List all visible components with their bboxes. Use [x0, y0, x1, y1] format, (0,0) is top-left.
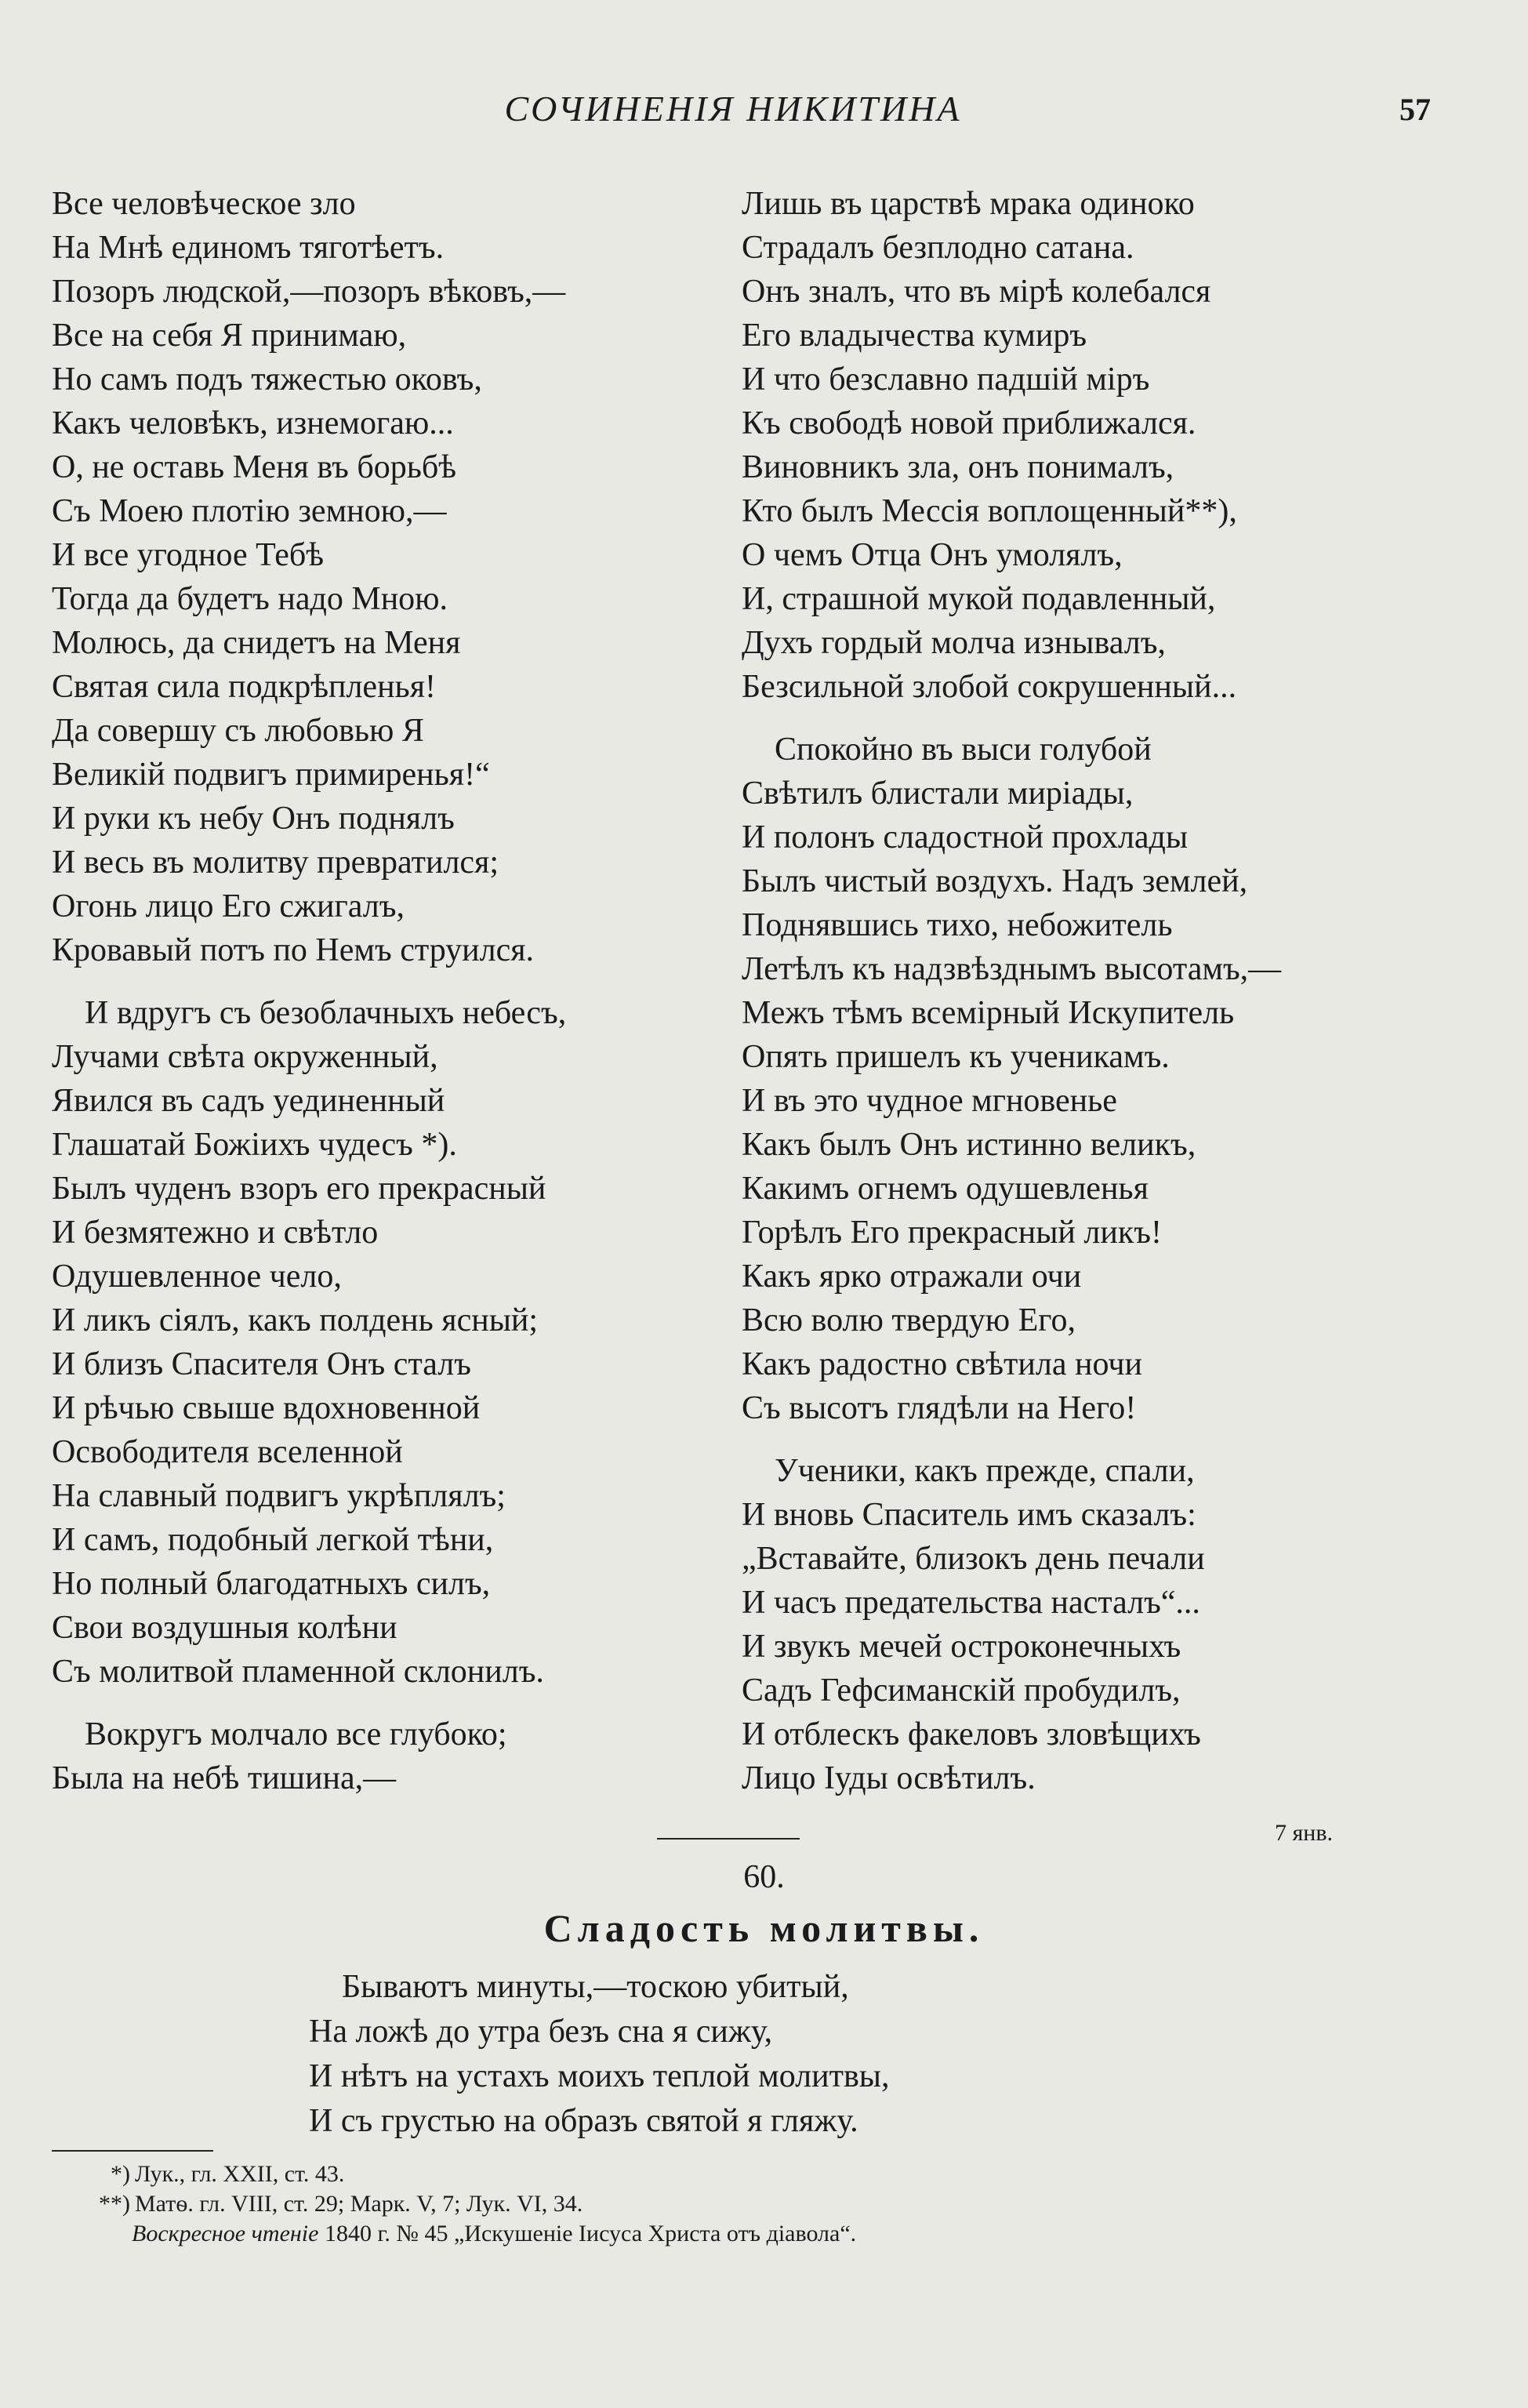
- verse-line: Безсильной злобой сокрушенный...: [742, 669, 1237, 705]
- verse-line: Съ молитвой пламенной склонилъ.: [52, 1654, 544, 1690]
- verse-line: Огонь лицо Его сжигалъ,: [52, 888, 405, 924]
- date-note: 7 янв.: [1274, 1820, 1333, 1846]
- verse-line: Какъ ярко отражали очи: [742, 1258, 1082, 1295]
- verse-line: И самъ, подобный легкой тѣни,: [52, 1522, 494, 1558]
- verse-line: И ликъ сіялъ, какъ полдень ясный;: [52, 1302, 539, 1338]
- footnote-rule: [52, 2150, 213, 2152]
- page-number: 57: [1399, 92, 1431, 127]
- verse-line: Духъ гордый молча изнывалъ,: [742, 625, 1166, 661]
- verse-line: Какъ радостно свѣтила ночи: [742, 1346, 1142, 1382]
- verse-line: И вновь Спаситель имъ сказалъ:: [742, 1497, 1196, 1533]
- verse-line: На ложѣ до утра безъ сна я сижу,: [309, 2014, 773, 2050]
- verse-line: Съ высотъ глядѣли на Него!: [742, 1390, 1137, 1426]
- verse-line: Лишь въ царствѣ мрака одиноко: [742, 186, 1195, 222]
- verse-line: И нѣтъ на устахъ моихъ теплой молитвы,: [309, 2058, 890, 2094]
- verse-line: И что безславно падшій міръ: [742, 361, 1150, 398]
- verse-line: Его владычества кумиръ: [742, 318, 1087, 354]
- verse-line: И часъ предательства насталъ“...: [742, 1585, 1200, 1621]
- footnote-source: [71, 2219, 1403, 2249]
- verse-line: И близъ Спасителя Онъ сталъ: [52, 1346, 471, 1382]
- right-column: [742, 182, 1447, 1819]
- poem-number: 60.: [743, 1859, 785, 1895]
- footnote-text: Лук., гл. XXII, ст. 43.: [135, 2161, 345, 2187]
- footnote-mark: *): [111, 2161, 130, 2187]
- footnote-mark: **): [99, 2191, 130, 2217]
- source-title: Воскресное чтеніе: [132, 2221, 319, 2246]
- verse-line: Поднявшись тихо, небожитель: [742, 907, 1173, 943]
- verse-line: На славный подвигъ укрѣплялъ;: [52, 1478, 506, 1514]
- stanza: [742, 728, 1447, 1430]
- verse-line: Все на себя Я принимаю,: [52, 318, 407, 354]
- verse-line: Всю волю твердую Его,: [742, 1302, 1076, 1338]
- verse-line: Лицо Іуды освѣтилъ.: [742, 1760, 1036, 1796]
- stanza: [742, 182, 1447, 709]
- verse-line: И звукъ мечей остроконечныхъ: [742, 1629, 1181, 1665]
- left-column: [52, 182, 695, 1819]
- verse-line: Спокойно въ выси голубой: [775, 732, 1152, 768]
- verse-line: Великій подвигъ примиренья!“: [52, 757, 490, 793]
- verse-line: Какъ былъ Онъ истинно великъ,: [742, 1127, 1196, 1163]
- poem-body: [309, 1965, 1250, 2144]
- verse-line: Какимъ огнемъ одушевленья: [742, 1171, 1149, 1207]
- stanza: [52, 991, 695, 1694]
- verse-line: Но полный благодатныхъ силъ,: [52, 1566, 491, 1602]
- verse-line: Ученики, какъ прежде, спали,: [775, 1453, 1195, 1489]
- verse-line: Межъ тѣмъ всемірный Искупитель: [742, 995, 1235, 1031]
- verse-line: И отблескъ факеловъ зловѣщихъ: [742, 1716, 1201, 1752]
- verse-line: И въ это чудное мгновенье: [742, 1083, 1117, 1119]
- verse-line: Былъ чуденъ взоръ его прекрасный: [52, 1171, 546, 1207]
- stanza: [52, 1712, 695, 1800]
- verse-line: Съ Моею плотію земною,—: [52, 493, 447, 529]
- verse-line: Свѣтилъ блистали миріады,: [742, 775, 1134, 812]
- verse-line: Явился въ садъ уединенный: [52, 1083, 445, 1119]
- verse-line: Кровавый потъ по Немъ струился.: [52, 932, 535, 968]
- footnote: [71, 2159, 1403, 2189]
- verse-line: Опять пришелъ къ ученикамъ.: [742, 1039, 1170, 1075]
- verse-line: Онъ зналъ, что въ мірѣ колебался: [742, 274, 1211, 310]
- verse-line: Святая сила подкрѣпленья!: [52, 669, 437, 705]
- verse-line: Но самъ подъ тяжестью оковъ,: [52, 361, 482, 398]
- verse-line: Къ свободѣ новой приближался.: [742, 405, 1196, 441]
- verse-line: Свои воздушныя колѣни: [52, 1610, 397, 1646]
- running-head: СОЧИНЕНІЯ НИКИТИНА: [504, 89, 962, 129]
- verse-line: Была на небѣ тишина,—: [52, 1760, 397, 1796]
- verse-line: Глашатай Божіихъ чудесъ *).: [52, 1127, 457, 1163]
- verse-line: И руки къ небу Онъ поднялъ: [52, 801, 455, 837]
- verse-line: Молюсь, да снидетъ на Меня: [52, 625, 461, 661]
- footnotes: [71, 2159, 1403, 2249]
- verse-line: На Мнѣ единомъ тяготѣетъ.: [52, 230, 445, 266]
- verse-line: Горѣлъ Его прекрасный ликъ!: [742, 1215, 1162, 1251]
- footnote-text: Матѳ. гл. VIII, ст. 29; Марк. V, 7; Лук. VI, 34.: [135, 2191, 583, 2217]
- verse-line: Виновникъ зла, онъ понималъ,: [742, 449, 1174, 485]
- verse-line: И рѣчью свыше вдохновенной: [52, 1390, 481, 1426]
- verse-line: О чемъ Отца Онъ умолялъ,: [742, 537, 1123, 573]
- verse-line: И весь въ молитву превратился;: [52, 844, 499, 881]
- verse-line: Позоръ людской,—позоръ вѣковъ,—: [52, 274, 566, 310]
- verse-line: Все человѣческое зло: [52, 186, 356, 222]
- verse-line: „Вставайте, близокъ день печали: [742, 1541, 1205, 1577]
- verse-line: Вокругъ молчало все глубоко;: [85, 1716, 507, 1752]
- verse-line: Лучами свѣта окруженный,: [52, 1039, 438, 1075]
- verse-line: И съ грустью на образъ святой я гляжу.: [309, 2103, 858, 2139]
- verse-line: О, не оставь Меня въ борьбѣ: [52, 449, 457, 485]
- verse-line: Тогда да будетъ надо Мною.: [52, 581, 448, 617]
- verse-line: Бываютъ минуты,—тоскою убитый,: [342, 1969, 849, 2005]
- footnote: [71, 2189, 1403, 2219]
- poem-title: Сладость молитвы.: [543, 1906, 985, 1950]
- verse-line: И безмятежно и свѣтло: [52, 1215, 379, 1251]
- verse-line: Освободителя вселенной: [52, 1434, 403, 1470]
- stanza: [742, 1449, 1447, 1800]
- verse-line: И полонъ сладостной прохлады: [742, 819, 1189, 855]
- verse-line: Летѣлъ къ надзвѣзднымъ высотамъ,—: [742, 951, 1282, 987]
- verse-line: И все угодное Тебѣ: [52, 537, 325, 573]
- verse-line: Былъ чистый воздухъ. Надъ землей,: [742, 863, 1248, 899]
- verse-line: Да совершу съ любовью Я: [52, 713, 424, 749]
- verse-line: Садъ Гефсиманскій пробудилъ,: [742, 1673, 1181, 1709]
- verse-line: Одушевленное чело,: [52, 1258, 342, 1295]
- verse-line: Кто былъ Мессія воплощенный**),: [742, 493, 1237, 529]
- verse-line: Страдалъ безплодно сатана.: [742, 230, 1134, 266]
- verse-line: Какъ человѣкъ, изнемогаю...: [52, 405, 454, 441]
- verse-line: И, страшной мукой подавленный,: [742, 581, 1216, 617]
- verse-line: И вдругъ съ безоблачныхъ небесъ,: [85, 995, 567, 1031]
- section-divider: [657, 1838, 800, 1840]
- stanza: [52, 182, 695, 972]
- source-details: 1840 г. № 45 „Искушеніе Іисуса Христа отъ діавола“.: [324, 2221, 857, 2246]
